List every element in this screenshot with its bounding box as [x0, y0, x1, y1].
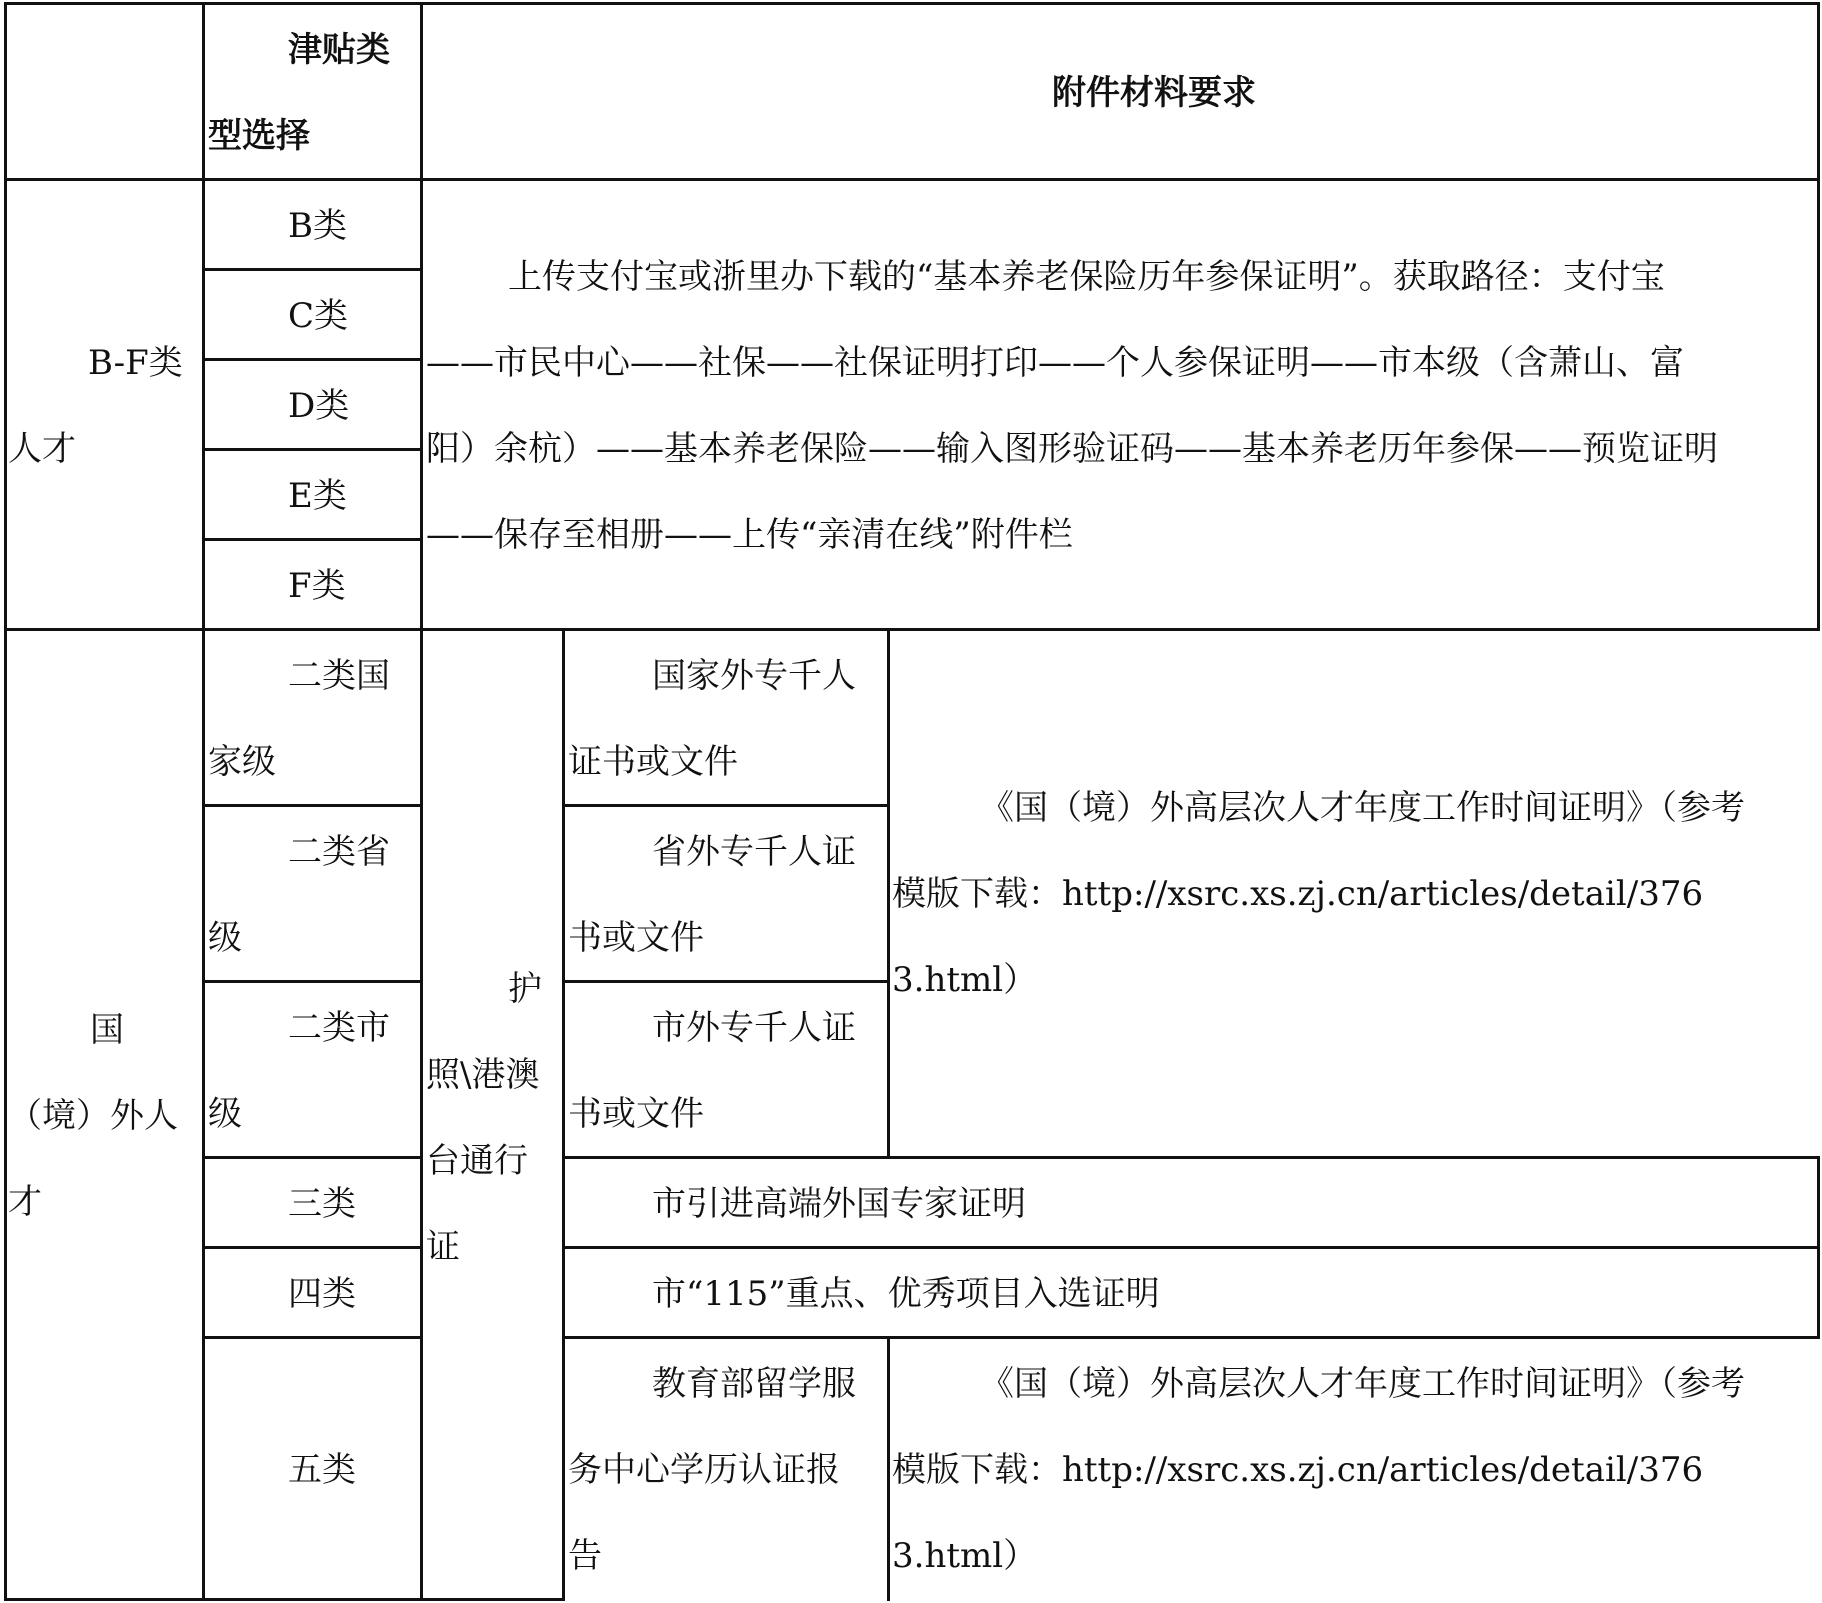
- grid-line: [4, 1598, 564, 1601]
- id-document-line-4: 证: [426, 1227, 460, 1267]
- grid-line: [202, 1336, 422, 1339]
- cert-municipal-line-2: 书或文件: [568, 1094, 704, 1134]
- id-document-line-1: 护: [508, 969, 542, 1009]
- foreign-type-provincial-line-1: 二类省: [288, 832, 390, 872]
- grid-line: [1817, 1156, 1820, 1339]
- foreign-type-national-line-2: 家级: [208, 742, 276, 782]
- grid-line: [4, 178, 1820, 181]
- grid-line: [564, 1336, 1820, 1339]
- work-proof-1-line-3[interactable]: 3.html）: [892, 960, 1038, 1000]
- foreign-type-class5: 五类: [288, 1450, 356, 1490]
- foreign-category-line-3: 才: [8, 1182, 42, 1222]
- bf-category-line-2: 人才: [8, 429, 76, 469]
- bf-requirement-line-2: ——市民中心——社保——社保证明打印——个人参保证明——市本级（含萧山、富: [426, 343, 1684, 383]
- grid-line: [564, 1246, 1820, 1249]
- cert-provincial-line-1: 省外专千人证: [652, 832, 856, 872]
- foreign-type-class3: 三类: [288, 1184, 356, 1224]
- grid-line: [202, 804, 422, 807]
- cert-national-line-1: 国家外专千人: [652, 656, 856, 696]
- cert-class5-line-1: 教育部留学服: [652, 1364, 856, 1404]
- grid-line: [564, 1156, 1820, 1159]
- grid-line: [4, 628, 1820, 631]
- foreign-category-line-1: 国: [90, 1010, 124, 1050]
- bf-type-b: B类: [288, 206, 347, 246]
- cert-provincial-line-2: 书或文件: [568, 918, 704, 958]
- work-proof-2-line-2[interactable]: 模版下载：http://xsrc.xs.zj.cn/articles/detail/376: [892, 1450, 1704, 1490]
- work-proof-2-line-1: 《国（境）外高层次人才年度工作时间证明》（参考: [980, 1364, 1745, 1404]
- grid-line: [4, 2, 1820, 5]
- bf-type-e: E类: [288, 476, 347, 516]
- foreign-category-line-2: （境）外人: [8, 1096, 178, 1136]
- id-document-line-3: 台通行: [426, 1141, 528, 1181]
- bf-requirement-line-3: 阳）余杭）——基本养老保险——输入图形验证码——基本养老历年参保——预览证明: [426, 429, 1718, 469]
- cert-national-line-2: 证书或文件: [568, 742, 738, 782]
- cert-municipal-line-1: 市外专千人证: [652, 1008, 856, 1048]
- bf-type-c: C类: [288, 296, 349, 336]
- grid-line: [4, 2, 7, 1601]
- grid-line: [564, 804, 890, 807]
- foreign-type-municipal-line-1: 二类市: [288, 1008, 390, 1048]
- bf-requirement-line-4: ——保存至相册——上传“亲清在线”附件栏: [426, 515, 1073, 555]
- bf-requirement-line-1: 上传支付宝或浙里办下载的“基本养老保险历年参保证明”。获取路径：支付宝: [508, 257, 1665, 297]
- bf-type-d: D类: [288, 386, 350, 426]
- grid-line: [1817, 2, 1820, 631]
- grid-line: [202, 538, 422, 541]
- cert-class3: 市引进高端外国专家证明: [652, 1184, 1026, 1224]
- bf-category-line-1: B-F类: [88, 343, 183, 383]
- foreign-type-national-line-1: 二类国: [288, 656, 390, 696]
- grid-line: [202, 268, 422, 271]
- work-proof-1-line-1: 《国（境）外高层次人才年度工作时间证明》（参考: [980, 788, 1745, 828]
- cert-class5-line-2: 务中心学历认证报: [568, 1450, 840, 1490]
- foreign-type-municipal-line-2: 级: [208, 1094, 242, 1134]
- grid-line: [887, 630, 890, 1158]
- grid-line: [202, 980, 422, 983]
- grid-line: [202, 1246, 422, 1249]
- grid-line: [202, 1156, 422, 1159]
- header-requirements: 附件材料要求: [1052, 73, 1256, 113]
- grid-line: [420, 2, 423, 1601]
- bf-type-f: F类: [288, 566, 346, 606]
- grid-line: [202, 448, 422, 451]
- work-proof-2-line-3[interactable]: 3.html）: [892, 1536, 1038, 1576]
- foreign-type-class4: 四类: [288, 1274, 356, 1314]
- grid-line: [564, 980, 890, 983]
- grid-line: [887, 1336, 890, 1601]
- cert-class5-line-3: 告: [568, 1536, 602, 1576]
- work-proof-1-line-2[interactable]: 模版下载：http://xsrc.xs.zj.cn/articles/detail/376: [892, 874, 1704, 914]
- grid-line: [562, 630, 565, 1601]
- cert-class4: 市“115”重点、优秀项目入选证明: [652, 1274, 1160, 1314]
- header-type-line-2: 型选择: [208, 116, 310, 156]
- grid-line: [202, 2, 205, 1601]
- header-type-line-1: 津贴类: [288, 30, 390, 70]
- grid-line: [202, 358, 422, 361]
- id-document-line-2: 照\港澳: [426, 1055, 540, 1095]
- foreign-type-provincial-line-2: 级: [208, 918, 242, 958]
